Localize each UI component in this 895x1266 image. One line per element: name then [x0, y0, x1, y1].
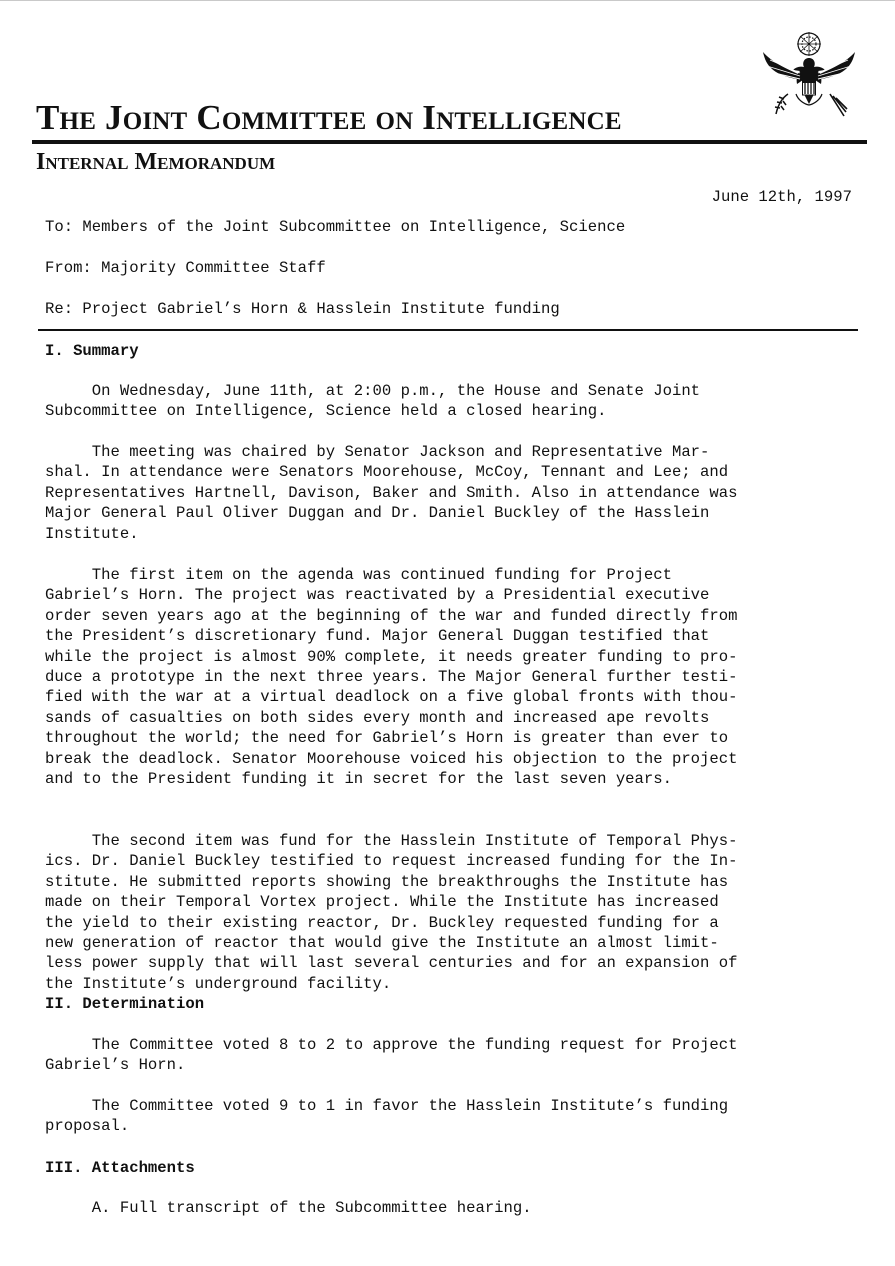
determination-paragraph-1 [45, 1035, 857, 1076]
summary-heading: I. Summary [45, 342, 139, 360]
text-line: stitute. He submitted reports showing the breakthroughs the Institute has [45, 872, 729, 891]
title-divider [32, 140, 867, 144]
summary-paragraph-3 [45, 565, 857, 789]
text-line: throughout the world; the need for Gabriel’s Horn is greater than ever to [45, 729, 729, 748]
text-line: Institute. [45, 524, 139, 543]
text-line: On Wednesday, June 11th, at 2:00 p.m., the House and Senate Joint [45, 382, 701, 400]
attachments-heading: III. Attachments [45, 1159, 195, 1177]
text-line: the President’s discretionary fund. Major General Duggan testified that [45, 627, 710, 646]
text-line: The first item on the agenda was continued funding for Project [45, 566, 672, 584]
text-line: The second item was fund for the Hasslein Institute of Temporal Phys- [45, 832, 738, 850]
text-line: while the project is almost 90% complete, it needs greater funding to pro- [45, 647, 738, 666]
memo-date: June 12th, 1997 [711, 188, 852, 206]
text-line: proposal. [45, 1117, 130, 1136]
text-line: Major General Paul Oliver Duggan and Dr. Daniel Buckley of the Hasslein [45, 504, 710, 523]
memo-title: The Joint Committee on Intelligence [36, 98, 622, 137]
text-line: and to the President funding it in secret for the last seven years. [45, 770, 672, 789]
attachments-list [45, 1198, 857, 1218]
text-line: Representatives Hartnell, Davison, Baker and Smith. Also in attendance was [45, 483, 738, 502]
re-line: Re: Project Gabriel’s Horn & Hasslein Institute funding [45, 300, 560, 318]
summary-paragraph-2 [45, 442, 857, 544]
text-line: order seven years ago at the beginning of the war and funded directly from [45, 606, 738, 625]
determination-paragraph-2 [45, 1096, 857, 1137]
text-line: less power supply that will last several centuries and for an expansion of [45, 954, 738, 973]
determination-heading: II. Determination [45, 995, 205, 1013]
text-line: fied with the war at a virtual deadlock on a five global fronts with thou- [45, 688, 738, 707]
text-line: Gabriel’s Horn. [45, 1056, 186, 1075]
text-line: made on their Temporal Vortex project. While the Institute has increased [45, 893, 719, 912]
summary-paragraph-1 [45, 381, 857, 422]
text-line: the yield to their existing reactor, Dr. Buckley requested funding for a [45, 913, 719, 932]
text-line: new generation of reactor that would give the Institute an almost limit- [45, 934, 719, 953]
summary-paragraph-4 [45, 831, 857, 994]
header-divider [38, 329, 858, 331]
text-line: Gabriel’s Horn. The project was reactivated by a Presidential executive [45, 586, 710, 605]
text-line: the Institute’s underground facility. [45, 974, 392, 993]
text-line: The meeting was chaired by Senator Jackson and Representative Mar- [45, 443, 710, 461]
text-line: The Committee voted 9 to 1 in favor the Hasslein Institute’s funding [45, 1097, 729, 1115]
text-line: break the deadlock. Senator Moorehouse voiced his objection to the project [45, 749, 738, 768]
text-line: ics. Dr. Daniel Buckley testified to request increased funding for the In- [45, 852, 738, 871]
text-line: duce a prototype in the next three years. The Major General further testi- [45, 668, 738, 687]
text-line: shal. In attendance were Senators Moorehouse, McCoy, Tennant and Lee; and [45, 463, 729, 482]
text-line: sands of casualties on both sides every month and increased ape revolts [45, 708, 710, 727]
great-seal-eagle-icon [760, 30, 858, 126]
from-line: From: Majority Committee Staff [45, 259, 326, 277]
top-border [0, 0, 895, 1]
text-line: Subcommittee on Intelligence, Science held a closed hearing. [45, 402, 607, 421]
to-line: To: Members of the Joint Subcommittee on Intelligence, Science [45, 218, 626, 236]
text-line: The Committee voted 8 to 2 to approve the funding request for Project [45, 1036, 738, 1054]
attachment-item: A. Full transcript of the Subcommittee hearing. [45, 1199, 532, 1217]
memo-subtitle: Internal Memorandum [36, 149, 276, 175]
